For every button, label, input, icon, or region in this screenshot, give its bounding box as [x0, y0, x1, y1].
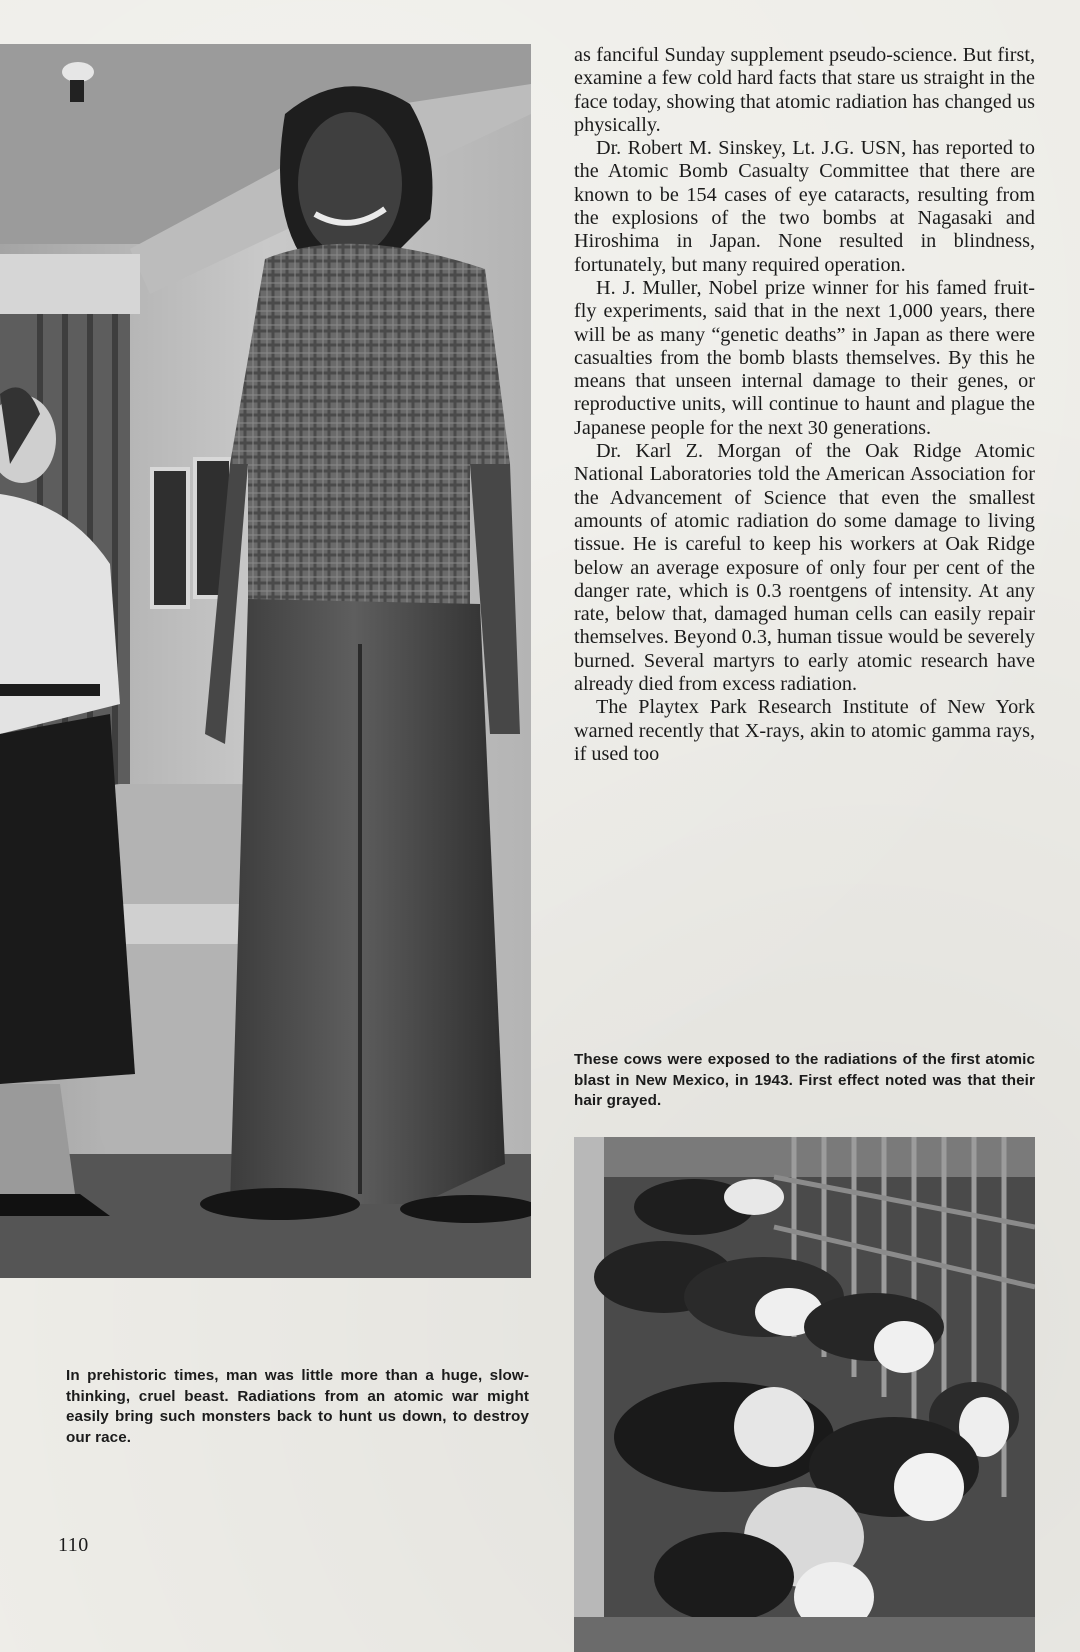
- cows-illustration: [574, 1137, 1035, 1652]
- article-paragraph: Dr. Robert M. Sinskey, Lt. J.G. USN, has reported to the Atomic Bomb Casualty Committee that there are known to be 154 cases of eye cataracts, resulting from the explosions of the two bombs at Nagasaki and Hiroshima in Japan. None resulted in blindness, fortunately, but many required operation.: [574, 137, 1035, 276]
- article-body: [574, 44, 1035, 766]
- giant-man-photo: [0, 44, 531, 1278]
- article-paragraph: Dr. Karl Z. Morgan of the Oak Ridge Atomic National Laboratories told the American Association for the Advancement of Science that even the smallest amounts of atomic radiation do some damage to living tissue. He is careful to keep his workers at Oak Ridge below an average exposure of only four per cent of the danger rate, which is 0.3 roentgens of intensity. At any rate, below that, damaged human cells can easily repair themselves. Beyond 0.3, human tissue would be severely burned. Several martyrs to early atomic research have already died from excess radiation.: [574, 440, 1035, 696]
- giant-caption: In prehistoric times, man was little more than a huge, slow-thinking, cruel beast. Radiations from an atomic war might easily bring such monsters back to hunt us down, to destroy our race.: [66, 1367, 529, 1446]
- article-paragraph: The Playtex Park Research Institute of New York warned recently that X-rays, akin to atomic gamma rays, if used too: [574, 696, 1035, 765]
- article-paragraph: H. J. Muller, Nobel prize winner for his famed fruit-fly experiments, said that in the next 1,000 years, there will be as many “genetic deaths” in Japan as there were casualties from the bomb blasts themselves. By this he means that unseen internal damage to their genes, or reproductive units, will continue to haunt and plague the Japanese people for the next 30 generations.: [574, 276, 1035, 439]
- cows-caption: These cows were exposed to the radiations of the first atomic blast in New Mexico, in 1943. First effect noted was that their hair grayed.: [574, 1051, 1035, 1109]
- article-paragraph: as fanciful Sunday supplement pseudo-science. But first, examine a few cold hard facts that stare us straight in the face today, showing that atomic radiation has changed us physically.: [574, 44, 1035, 136]
- page-number: 110: [58, 1534, 89, 1556]
- giant-man-illustration: [0, 44, 531, 1278]
- cows-photo: [574, 1137, 1035, 1652]
